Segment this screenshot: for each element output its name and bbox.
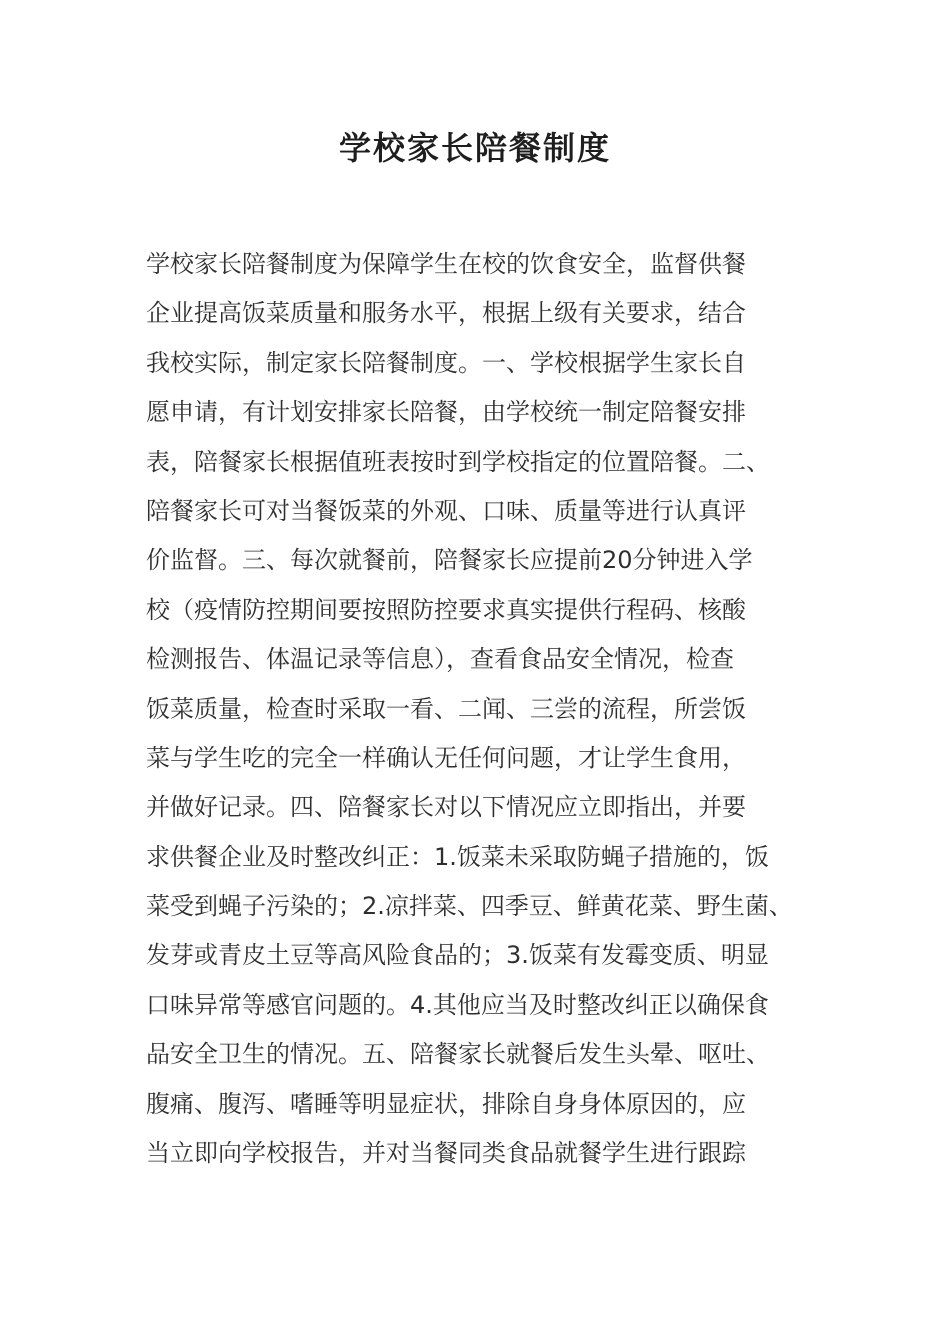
- body-line: 品安全卫生的情况。五、陪餐家长就餐后发生头晕、呕吐、: [146, 1040, 770, 1069]
- body-line: 价监督。三、每次就餐前，陪餐家长应提前20分钟进入学: [146, 546, 753, 575]
- body-line: 学校家长陪餐制度为保障学生在校的饮食安全，监督供餐: [146, 250, 746, 278]
- body-line: 陪餐家长可对当餐饭菜的外观、口味、质量等进行认真评: [146, 496, 746, 525]
- body-line: 饭菜质量，检查时采取一看、二闻、三尝的流程，所尝饭: [146, 694, 746, 723]
- body-line: 求供餐企业及时整改纠正：1.饭菜未采取防蝇子措施的，饭: [146, 842, 769, 871]
- body-line: 愿申请，有计划安排家长陪餐，由学校统一制定陪餐安排: [146, 398, 746, 427]
- body-line: 并做好记录。四、陪餐家长对以下情况应立即指出，并要: [146, 793, 746, 822]
- body-line: 发芽或青皮土豆等高风险食品的；3.饭菜有发霉变质、明显: [146, 941, 769, 970]
- body-line: 校（疫情防控期间要按照防控要求真实提供行程码、核酸: [146, 595, 746, 624]
- document-title: 学校家长陪餐制度: [338, 129, 611, 167]
- body-line: 检测报告、体温记录等信息），查看食品安全情况，检查: [146, 645, 734, 674]
- document-body: [146, 240, 826, 1178]
- body-line: 我校实际，制定家长陪餐制度。一、学校根据学生家长自: [146, 348, 746, 377]
- body-line: 菜受到蝇子污染的；2.凉拌菜、四季豆、鲜黄花菜、野生菌、: [146, 892, 793, 921]
- body-line: 腹痛、腹泻、嗜睡等明显症状，排除自身身体原因的，应: [146, 1089, 746, 1118]
- body-line: 企业提高饭菜质量和服务水平，根据上级有关要求，结合: [146, 299, 746, 328]
- body-line: 菜与学生吃的完全一样确认无任何问题，才让学生食用，: [146, 743, 746, 772]
- body-line: 口味异常等感官问题的。4.其他应当及时整改纠正以确保食: [146, 990, 769, 1019]
- body-line: 当立即向学校报告，并对当餐同类食品就餐学生进行跟踪: [146, 1139, 746, 1168]
- body-line: 表，陪餐家长根据值班表按时到学校指定的位置陪餐。二、: [146, 447, 770, 476]
